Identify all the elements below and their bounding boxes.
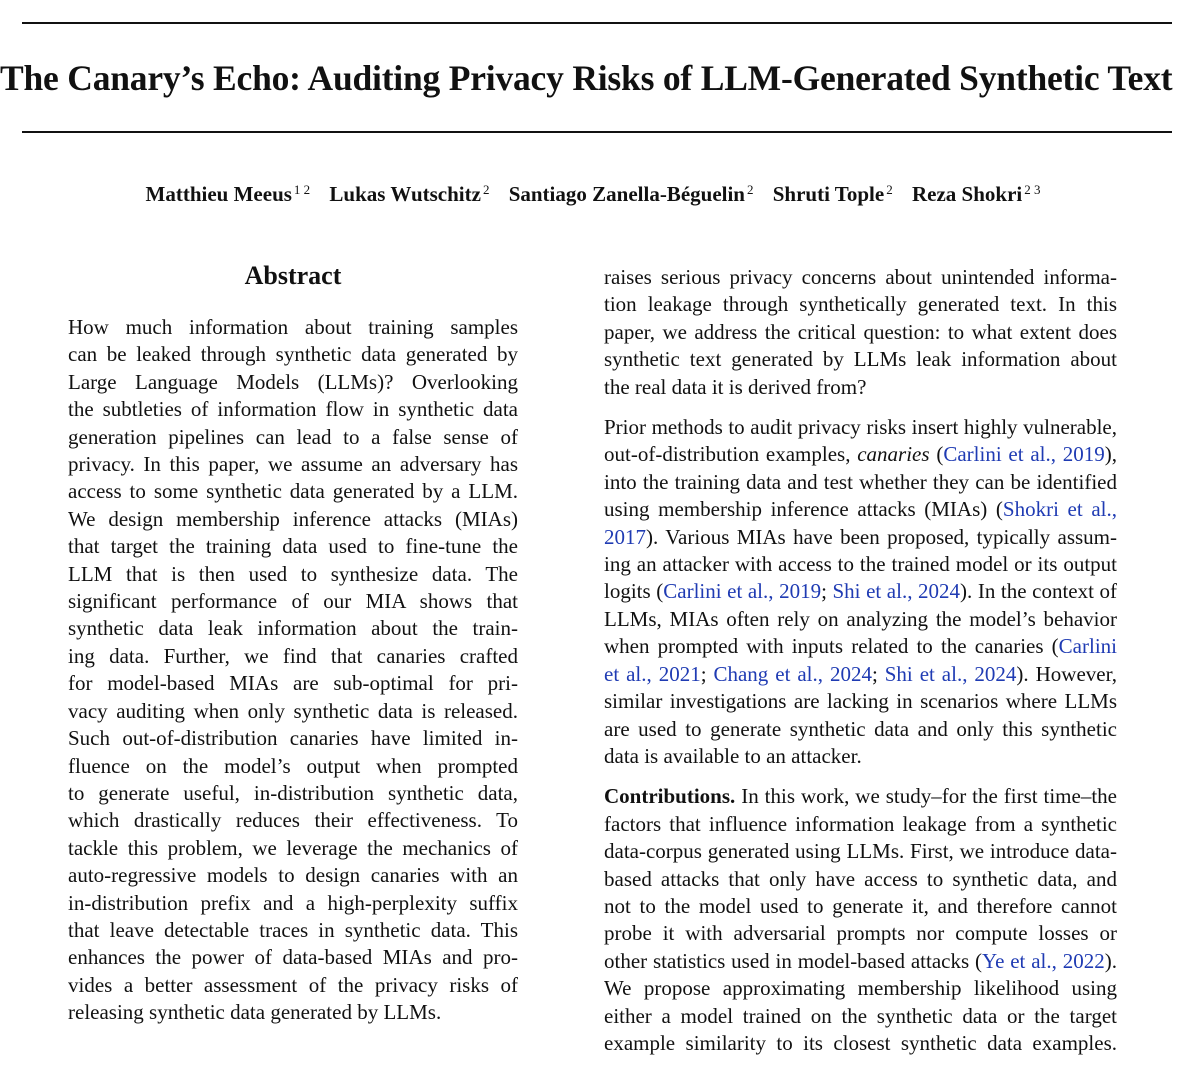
citation-link[interactable]: 2017 xyxy=(604,524,646,549)
abstract-line: releasing synthetic data generated by LLMs. xyxy=(68,1000,442,1025)
body-line: out-of-distribution examples, canaries (Carlini et al., 2019), xyxy=(604,442,1117,467)
citation-link[interactable]: Shokri et al., xyxy=(1002,497,1117,522)
abstract-line: fluence on the model’s output when prompted xyxy=(68,753,518,778)
body-line: either a model trained on the synthetic data or the target xyxy=(604,1003,1117,1028)
body-line: paper, we address the critical question: to what extent does xyxy=(604,319,1117,344)
body-line: when prompted with inputs related to the canaries (Carlini xyxy=(604,634,1117,659)
abstract-line: ing data. Further, we find that canaries crafted xyxy=(68,643,518,668)
citation-link[interactable]: Shi et al., 2024 xyxy=(884,661,1017,686)
body-line: probe it with adversarial prompts nor compute losses or xyxy=(604,921,1117,946)
abstract-line: auto-regressive models to design canaries with an xyxy=(68,863,518,888)
body-line: raises serious privacy concerns about unintended informa- xyxy=(604,265,1117,289)
intro-paragraph-2 xyxy=(604,414,1117,770)
abstract-line: that leave detectable traces in synthetic data. This xyxy=(68,917,518,942)
author: Matthieu Meeus $^{1 2}$ xyxy=(145,182,311,206)
body-line: tion leakage through synthetically generated text. In this xyxy=(604,292,1117,317)
author: Reza Shokri $^{2 3}$ xyxy=(911,182,1041,206)
abstract-line: LLM that is then used to synthesize data. The xyxy=(68,561,518,586)
body-line: other statistics used in model-based attacks (Ye et al., 2022). xyxy=(604,948,1117,973)
citation-link[interactable]: Carlini et al., 2019 xyxy=(943,442,1105,467)
abstract-line: vacy auditing when only synthetic data is released. xyxy=(68,698,518,723)
body-line: We propose approximating membership likelihood using xyxy=(604,976,1117,1001)
citation-link[interactable]: Shi et al., 2024 xyxy=(832,579,961,604)
body-line: example similarity to its closest synthetic data examples. xyxy=(604,1030,1117,1055)
citation-link[interactable]: Carlini et al., 2019 xyxy=(663,579,822,604)
intro-paragraph-1 xyxy=(604,264,1117,401)
abstract-line: that target the training data used to fine-tune the xyxy=(68,534,518,559)
abstract-line: significant performance of our MIA shows that xyxy=(68,589,518,614)
abstract-line: generation pipelines can lead to a false sense of xyxy=(68,424,518,449)
abstract-line: We design membership inference attacks (MIAs) xyxy=(68,506,518,531)
abstract-line: can be leaked through synthetic data generated by xyxy=(68,342,518,367)
body-line: using membership inference attacks (MIAs) (Shokri et al., xyxy=(604,497,1117,522)
body-line: Contributions. In this work, we study–for the first time–the xyxy=(604,784,1117,809)
body-line: are used to generate synthetic data and only this synthetic xyxy=(604,716,1117,741)
abstract-line: to generate useful, in-distribution synthetic data, xyxy=(68,780,518,805)
intro-column xyxy=(604,264,1117,1070)
paper-title: The Canary’s Echo: Auditing Privacy Risks of LLM-Generated Synthetic Text xyxy=(0,58,1173,98)
citation-link[interactable]: Carlini xyxy=(1058,634,1117,659)
body-line: into the training data and test whether they can be identified xyxy=(604,469,1117,494)
contributions-heading: Contributions. xyxy=(604,784,736,809)
body-line: factors that influence information leakage from a synthetic xyxy=(604,811,1117,836)
author: Lukas Wutschitz $^2$ xyxy=(329,182,490,206)
body-line: similar investigations are lacking in scenarios where LLMs xyxy=(604,689,1117,714)
abstract-line: access to some synthetic data generated by a LLM. xyxy=(68,479,518,504)
abstract-line: vides a better assessment of the privacy risks of xyxy=(68,972,518,997)
abstract-line: privacy. In this paper, we assume an adversary has xyxy=(68,452,518,477)
body-line: ing an attacker with access to the trained model or its output xyxy=(604,552,1117,577)
body-line: LLMs, MIAs often rely on analyzing the model’s behavior xyxy=(604,606,1117,631)
body-line: synthetic text generated by LLMs leak information about xyxy=(604,347,1117,372)
citation-link[interactable]: et al., 2021 xyxy=(604,661,701,686)
title-bottom-rule xyxy=(22,131,1172,133)
emphasis: canaries xyxy=(857,442,930,467)
abstract-heading: Abstract xyxy=(244,261,342,290)
abstract-line: enhances the power of data-based MIAs and pro- xyxy=(68,945,518,970)
author: Shruti Tople $^2$ xyxy=(772,182,893,206)
abstract-line: Such out-of-distribution canaries have limited in- xyxy=(68,726,518,751)
author: Santiago Zanella-Béguelin $^2$ xyxy=(508,182,754,206)
abstract-line: which drastically reduces their effectiveness. To xyxy=(68,808,518,833)
contributions-paragraph xyxy=(604,783,1117,1057)
abstract-line: synthetic data leak information about the train- xyxy=(68,616,518,641)
body-line: not to the model used to generate it, and therefore cannot xyxy=(604,893,1117,918)
author-list xyxy=(0,182,1186,207)
body-line: based attacks that only have access to synthetic data, and xyxy=(604,866,1117,891)
body-line: 2017). Various MIAs have been proposed, typically assum- xyxy=(604,524,1117,549)
body-line: Prior methods to audit privacy risks insert highly vulnerable, xyxy=(604,415,1117,440)
body-line: data is available to an attacker. xyxy=(604,743,862,768)
body-line: logits (Carlini et al., 2019; Shi et al., 2024). In the context of xyxy=(604,579,1117,604)
abstract-line: How much information about training samples xyxy=(68,315,518,339)
title-top-rule xyxy=(22,22,1172,24)
abstract-line: for model-based MIAs are sub-optimal for pri- xyxy=(68,671,518,696)
abstract-body xyxy=(68,314,518,1027)
abstract-line: the subtleties of information flow in synthetic data xyxy=(68,397,518,422)
citation-link[interactable]: Chang et al., 2024 xyxy=(713,661,872,686)
abstract-line: in-distribution prefix and a high-perplexity suffix xyxy=(68,890,518,915)
body-line: the real data it is derived from? xyxy=(604,374,867,399)
body-line: data-corpus generated using LLMs. First, we introduce data- xyxy=(604,839,1117,864)
citation-link[interactable]: Ye et al., 2022 xyxy=(982,948,1105,973)
abstract-line: Large Language Models (LLMs)? Overlooking xyxy=(68,369,518,394)
abstract-line: tackle this problem, we leverage the mechanics of xyxy=(68,835,518,860)
body-line: et al., 2021; Chang et al., 2024; Shi et al., 2024). However, xyxy=(604,661,1117,686)
